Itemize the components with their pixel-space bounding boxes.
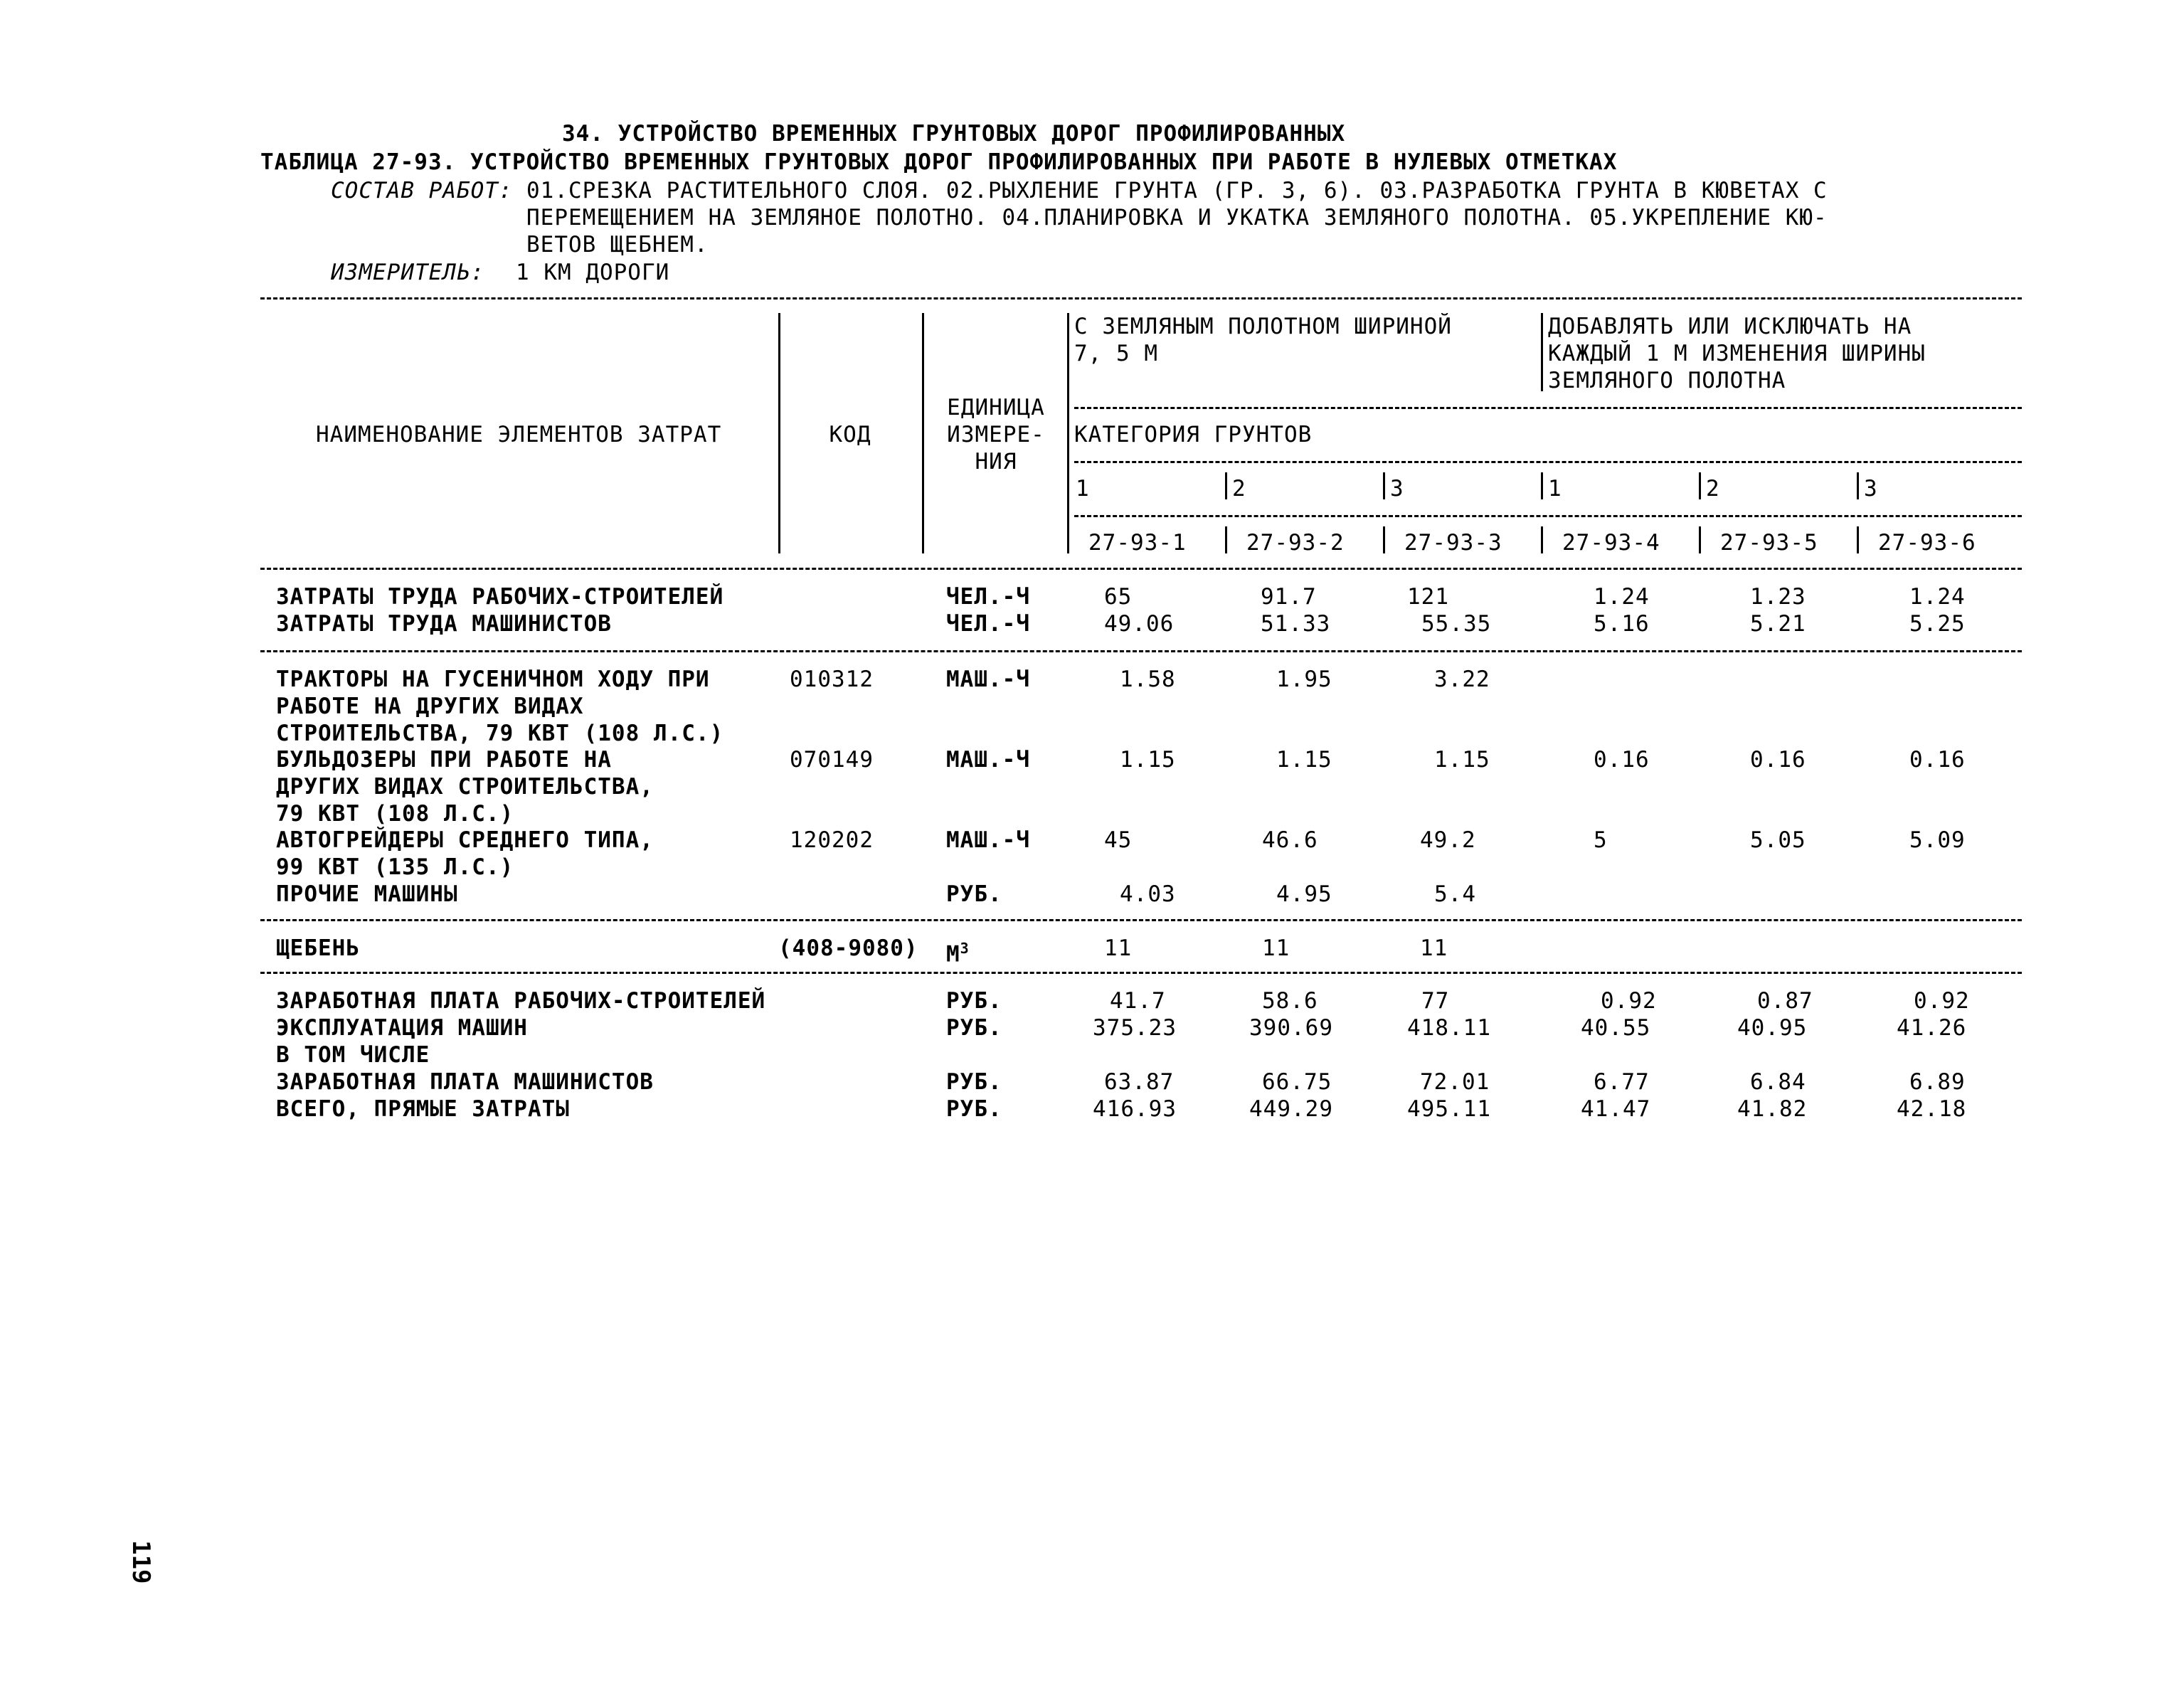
cell: 45 [1104, 827, 1133, 853]
rule-group [1074, 407, 2022, 409]
cell: 5.16 [1594, 611, 1650, 637]
cell: 11 [1420, 935, 1448, 961]
col-code-5: 27-93-5 [1720, 530, 1818, 556]
row-tractors-name-3: СТРОИТЕЛЬСТВА, 79 КВТ (108 Л.С.) [276, 721, 724, 746]
code-sep-5 [1699, 526, 1701, 553]
group-rule-1 [260, 650, 2022, 652]
cell: 5.21 [1750, 611, 1806, 637]
cell: 0.16 [1750, 747, 1806, 773]
row-graders-code: 120202 [790, 827, 874, 853]
group1-line-2: 7, 5 М [1074, 341, 1158, 366]
row-machine-ops-unit: РУБ. [946, 1015, 1002, 1041]
header-top-rule [260, 297, 2022, 299]
cell: 46.6 [1262, 827, 1318, 853]
cell: 375.23 [1093, 1015, 1177, 1041]
cat-sep-5 [1699, 472, 1701, 499]
cat-sep-4 [1541, 472, 1543, 499]
row-tractors-name-1: ТРАКТОРЫ НА ГУСЕНИЧНОМ ХОДУ ПРИ [276, 667, 710, 692]
cell: 1.23 [1750, 584, 1806, 610]
cat-sep-2 [1225, 472, 1227, 499]
cell: 11 [1262, 935, 1290, 961]
cat-sep-6 [1857, 472, 1859, 499]
cell: 5.05 [1750, 827, 1806, 853]
row-bulldozers-name-3: 79 КВТ (108 Л.С.) [276, 801, 514, 827]
row-other-machines-unit: РУБ. [946, 881, 1002, 907]
row-labor-machinists-unit: ЧЕЛ.-Ч [946, 611, 1030, 637]
row-machine-ops-name: ЭКСПЛУАТАЦИЯ МАШИН [276, 1015, 528, 1041]
cell: 121 [1407, 584, 1449, 610]
row-labor-machinists-name: ЗАТРАТЫ ТРУДА МАШИНИСТОВ [276, 611, 612, 637]
cell: 11 [1104, 935, 1133, 961]
cell: 6.89 [1909, 1069, 1966, 1095]
cat-2: 2 [1232, 476, 1246, 502]
group-rule-3 [260, 972, 2022, 974]
cell: 51.33 [1261, 611, 1331, 637]
row-wage-machinists-unit: РУБ. [946, 1069, 1002, 1095]
row-wage-machinists-name: ЗАРАБОТНАЯ ПЛАТА МАШИНИСТОВ [276, 1069, 654, 1095]
code-sep-4 [1541, 526, 1543, 553]
row-tractors-name-2: РАБОТЕ НА ДРУГИХ ВИДАХ [276, 694, 584, 719]
col-sep-2 [922, 313, 924, 553]
work-label: СОСТАВ РАБОТ: [331, 178, 513, 203]
cell: 0.16 [1594, 747, 1650, 773]
rule-category [1074, 461, 2022, 463]
col-header-name: НАИМЕНОВАНИЕ ЭЛЕМЕНТОВ ЗАТРАТ [316, 422, 722, 447]
row-wage-workers-name: ЗАРАБОТНАЯ ПЛАТА РАБОЧИХ-СТРОИТЕЛЕЙ [276, 988, 766, 1014]
row-bulldozers-name-1: БУЛЬДОЗЕРЫ ПРИ РАБОТЕ НА [276, 747, 612, 773]
cell: 1.24 [1594, 584, 1650, 610]
cell: 0.87 [1757, 988, 1813, 1014]
row-gravel-unit [946, 935, 970, 967]
code-sep-2 [1225, 526, 1227, 553]
col-code-4: 27-93-4 [1562, 530, 1660, 556]
cell: 5.09 [1909, 827, 1966, 853]
row-graders-unit: МАШ.-Ч [946, 827, 1030, 853]
row-bulldozers-name-2: ДРУГИХ ВИДАХ СТРОИТЕЛЬСТВА, [276, 774, 654, 800]
cell: 58.6 [1262, 988, 1318, 1014]
measure-value: 1 КМ ДОРОГИ [516, 260, 670, 285]
cell: 4.03 [1120, 881, 1176, 907]
cat-5: 2 [1706, 476, 1720, 502]
cell: 5 [1594, 827, 1608, 853]
cell: 41.7 [1110, 988, 1166, 1014]
group1-line-1: С ЗЕМЛЯНЫМ ПОЛОТНОМ ШИРИНОЙ [1074, 314, 1452, 339]
cell: 4.95 [1276, 881, 1332, 907]
cell: 40.95 [1737, 1015, 1808, 1041]
row-graders-name-2: 99 КВТ (135 Л.С.) [276, 854, 514, 880]
row-bulldozers-code: 070149 [790, 747, 874, 773]
page-number: 119 [127, 1540, 155, 1584]
cell: 418.11 [1407, 1015, 1491, 1041]
work-line-3: ВЕТОВ ЩЕБНЕМ. [526, 232, 709, 258]
unit-text: М [946, 941, 960, 967]
col-header-unit-3: НИЯ [975, 449, 1017, 474]
cell: 3.22 [1434, 667, 1490, 692]
cell: 49.2 [1420, 827, 1476, 853]
group2-line-3: ЗЕМЛЯНОГО ПОЛОТНА [1548, 368, 1786, 393]
cat-3: 3 [1390, 476, 1404, 502]
cell: 72.01 [1420, 1069, 1490, 1095]
code-sep-6 [1857, 526, 1859, 553]
row-wage-workers-unit: РУБ. [946, 988, 1002, 1014]
work-line-2: ПЕРЕМЕЩЕНИЕМ НА ЗЕМЛЯНОЕ ПОЛОТНО. 04.ПЛАНИРОВКА И УКАТКА ЗЕМЛЯНОГО ПОЛОТНА. 05.УКРЕПЛЕНИЕ КЮ- [526, 205, 1828, 230]
cell: 1.24 [1909, 584, 1966, 610]
cell: 5.25 [1909, 611, 1966, 637]
row-tractors-unit: МАШ.-Ч [946, 667, 1030, 692]
cat-sep-3 [1383, 472, 1385, 499]
row-total-unit: РУБ. [946, 1096, 1002, 1122]
col-sep-3 [1067, 313, 1069, 553]
row-including-name: В ТОМ ЧИСЛЕ [276, 1042, 430, 1068]
col-header-code: КОД [829, 422, 871, 447]
row-bulldozers-unit: МАШ.-Ч [946, 747, 1030, 773]
cell: 41.82 [1737, 1096, 1808, 1122]
cell: 0.92 [1601, 988, 1657, 1014]
cell: 1.15 [1434, 747, 1490, 773]
work-line-1: 01.СРЕЗКА РАСТИТЕЛЬНОГО СЛОЯ. 02.РЫХЛЕНИЕ ГРУНТА (ГР. 3, 6). 03.РАЗРАБОТКА ГРУНТА В КЮВЕТАХ С [526, 178, 1828, 203]
cell: 41.26 [1897, 1015, 1967, 1041]
group2-line-2: КАЖДЫЙ 1 М ИЗМЕНЕНИЯ ШИРИНЫ [1548, 341, 1926, 366]
cell: 65 [1104, 584, 1133, 610]
category-label: КАТЕГОРИЯ ГРУНТОВ [1074, 422, 1313, 447]
group-rule-2 [260, 919, 2022, 921]
row-graders-name-1: АВТОГРЕЙДЕРЫ СРЕДНЕГО ТИПА, [276, 827, 654, 853]
cell: 55.35 [1421, 611, 1492, 637]
measure-label: ИЗМЕРИТЕЛЬ: [331, 260, 485, 285]
cell: 0.92 [1914, 988, 1970, 1014]
col-code-2: 27-93-2 [1246, 530, 1345, 556]
cell: 495.11 [1407, 1096, 1491, 1122]
cell: 77 [1421, 988, 1450, 1014]
cell: 416.93 [1093, 1096, 1177, 1122]
group2-line-1: ДОБАВЛЯТЬ ИЛИ ИСКЛЮЧАТЬ НА [1548, 314, 1912, 339]
cell: 63.87 [1104, 1069, 1175, 1095]
cell: 0.16 [1909, 747, 1966, 773]
cell: 66.75 [1262, 1069, 1332, 1095]
cell: 40.55 [1581, 1015, 1651, 1041]
cell: 5.4 [1434, 881, 1476, 907]
row-total-name: ВСЕГО, ПРЯМЫЕ ЗАТРАТЫ [276, 1096, 570, 1122]
cat-1: 1 [1076, 476, 1090, 502]
code-sep-3 [1383, 526, 1385, 553]
cat-6: 3 [1864, 476, 1878, 502]
unit-superscript: 3 [960, 940, 970, 957]
col-header-unit-2: ИЗМЕРЕ- [947, 422, 1045, 447]
section-title: 34. УСТРОЙСТВО ВРЕМЕННЫХ ГРУНТОВЫХ ДОРОГ ПРОФИЛИРОВАННЫХ [562, 121, 1346, 147]
cell: 41.47 [1581, 1096, 1651, 1122]
cell: 449.29 [1249, 1096, 1333, 1122]
cell: 6.84 [1750, 1069, 1806, 1095]
group-sep [1541, 313, 1543, 391]
row-gravel-code: (408-9080) [778, 935, 918, 961]
table-title: ТАБЛИЦА 27-93. УСТРОЙСТВО ВРЕМЕННЫХ ГРУНТОВЫХ ДОРОГ ПРОФИЛИРОВАННЫХ ПРИ РАБОТЕ В НУЛЕВЫХ ОТМЕТКАХ [260, 149, 1618, 175]
col-code-3: 27-93-3 [1404, 530, 1502, 556]
row-other-machines-name: ПРОЧИЕ МАШИНЫ [276, 881, 458, 907]
header-bottom-rule [260, 568, 2022, 570]
col-sep-1 [778, 313, 780, 553]
cell: 91.7 [1261, 584, 1317, 610]
cell: 390.69 [1249, 1015, 1333, 1041]
row-labor-workers-unit: ЧЕЛ.-Ч [946, 584, 1030, 610]
col-header-unit-1: ЕДИНИЦА [947, 395, 1045, 420]
cell: 49.06 [1104, 611, 1175, 637]
cell: 1.95 [1276, 667, 1332, 692]
col-code-1: 27-93-1 [1088, 530, 1187, 556]
row-tractors-code: 010312 [790, 667, 874, 692]
cell: 1.15 [1276, 747, 1332, 773]
row-gravel-name: ЩЕБЕНЬ [276, 935, 360, 961]
rule-cat-num [1074, 515, 2022, 517]
row-labor-workers-name: ЗАТРАТЫ ТРУДА РАБОЧИХ-СТРОИТЕЛЕЙ [276, 584, 724, 610]
cell: 1.58 [1120, 667, 1176, 692]
cell: 1.15 [1120, 747, 1176, 773]
col-code-6: 27-93-6 [1878, 530, 1976, 556]
cell: 6.77 [1594, 1069, 1650, 1095]
cell: 42.18 [1897, 1096, 1967, 1122]
cat-4: 1 [1548, 476, 1562, 502]
